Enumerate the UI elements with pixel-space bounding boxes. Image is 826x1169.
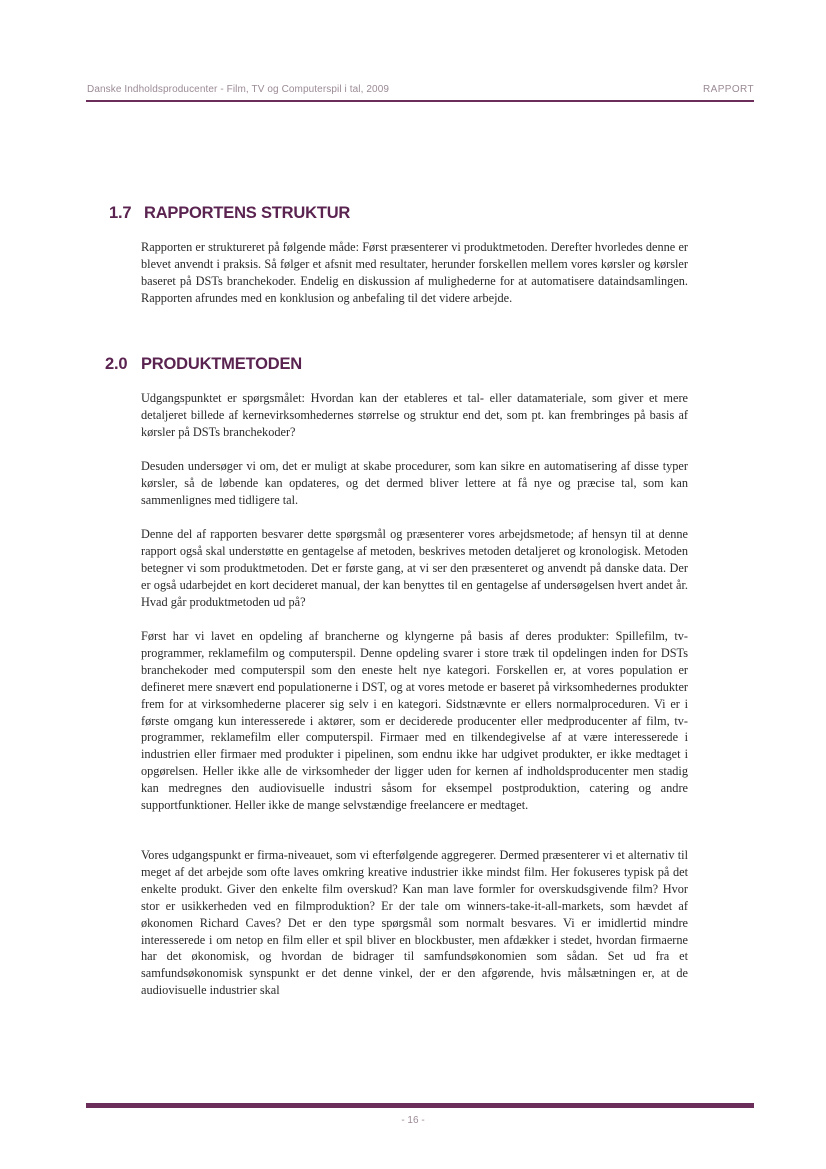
paragraph: Først har vi lavet en opdeling af brancherne og klyngerne på basis af deres produkter: Spillefilm, tv-programmer, reklamefilm og computerspil. Denne opdeling svarer i store træk til opdelingen inden for DSTs branchekoder med computerspil som den eneste helt nye kategori. Forskellen er, at vores population er defineret mere snævert end populationerne i DST, og at vores metode er baseret på virksomhedernes produkter frem for at virksomhederne placerer sig selv i en kategori. Sidstnævnte er ellers normalproceduren. Vi er i første omgang kun interesserede i aktører, som er deciderede producenter eller medproducenter af film, tv-programmer, reklamefilm eller computerspil. Firmaer med en tilkendegivelse af at være interesserede i industrien eller firmaer med produkter i pipelinen, som endnu ikke har udgivet produkter, er ikke medtaget i opgørelsen. Heller ikke alle de virksomheder der ligger uden for kernen af indholdsproducenter men stadig kan medregnes den audiovisuelle industri såsom for eksempel postproduktion, catering og andre supportfunktioner. Heller ikke de mange selvstændige freelancere er medtaget. xyxy=(141,629,688,813)
section-title: RAPPORTENS STRUKTUR xyxy=(144,204,351,222)
running-header xyxy=(87,84,754,98)
section-number: 2.0 xyxy=(105,355,128,373)
footer-rule xyxy=(86,1103,754,1108)
header-rule xyxy=(86,100,754,102)
paragraph: Udgangspunktet er spørgsmålet: Hvordan kan der etableres et tal- eller datamateriale, som giver et mere detaljeret billede af kernevirksomhedernes størrelse og struktur end det, som pt. kan frembringes på basis af kørsler på DSTs branchekoder? xyxy=(141,391,688,439)
header-document-title: Danske Indholdsproducenter - Film, TV og Computerspil i tal, 2009 xyxy=(87,84,390,95)
section-number: 1.7 xyxy=(109,204,132,222)
header-section-label: RAPPORT xyxy=(703,84,754,95)
page-number: - 16 - xyxy=(401,1115,425,1126)
section-title: PRODUKTMETODEN xyxy=(141,355,302,373)
paragraph: Vores udgangspunkt er firma-niveauet, som vi efterfølgende aggregerer. Dermed præsenterer vi et alternativ til meget af det arbejde som ofte laves omkring kreative industrier ikke mindst film. Her fokuseres typisk på det enkelte produkt. Giver den enkelte film overskud? Kan man lave formler for overskudsgivende film? Hvor stor er usikkerheden ved en filmproduktion? Er der tale om winners-take-it-all-markets, som hævdet af økonomen Richard Caves? Det er den type spørgsmål som normalt besvares. Vi er imidlertid mindre interesserede i om netop en film eller et spil bliver en blockbuster, men afdækker i stedet, hvordan firmaerne har det økonomisk, og hvordan de bidrager til samfundsøkonomien som sådan. Set ud fra et samfundsøkonomisk synspunkt er det denne vinkel, der er den afgørende, hvis målsætningen er, at de audiovisuelle industrier skal xyxy=(141,848,688,998)
paragraph: Denne del af rapporten besvarer dette spørgsmål og præsenterer vores arbejdsmetode; af hensyn til at denne rapport også skal understøtte en gentagelse af metoden, beskrives metoden detaljeret og kronologisk. Metoden betegner vi som produktmetoden. Det er første gang, at vi ser den præsenteret og anvendt på danske data. Der er også udarbejdet en kort decideret manual, der kan benyttes til en gentagelse af undersøgelsen hvert andet år. Hvad går produktmetoden ud på? xyxy=(141,527,688,609)
paragraph: Rapporten er struktureret på følgende måde: Først præsenterer vi produktmetoden. Derefter hvorledes denne er blevet anvendt i praksis. Så følger et afsnit med resultater, herunder forskellen mellem vores kørsler og kørsler baseret på DSTs branchekoder. Endelig en diskussion af mulighederne for at automatisere dataindsamlingen. Rapporten afrundes med en konklusion og anbefaling til det videre arbejde. xyxy=(141,240,688,305)
paragraph: Desuden undersøger vi om, det er muligt at skabe procedurer, som kan sikre en automatisering af disse typer kørsler, så de løbende kan opdateres, og det dermed bliver lettere at få nye og præcise tal, som kan sammenlignes med tidligere tal. xyxy=(141,459,688,507)
